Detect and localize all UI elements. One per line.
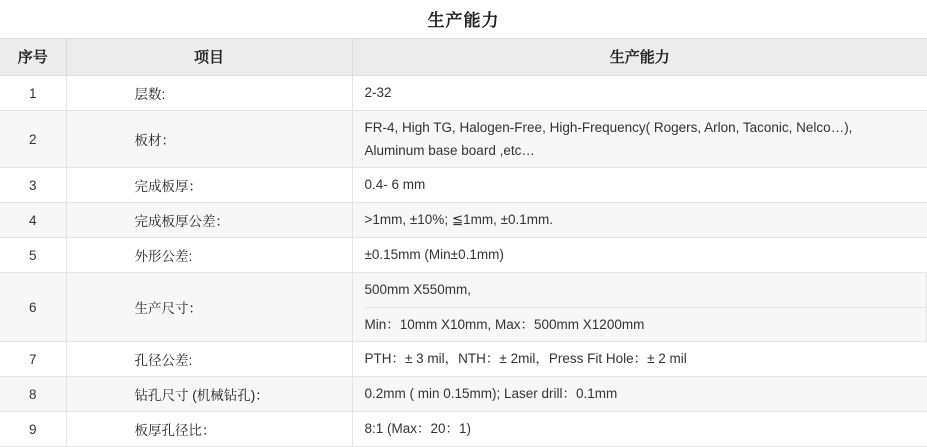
row-value <box>352 342 927 377</box>
value-line: >1mm, ±10%; ≦1mm, ±0.1mm. <box>365 210 927 230</box>
row-item: 板厚孔径比： <box>66 412 352 447</box>
table-row <box>0 168 927 203</box>
table-row <box>0 76 927 111</box>
table-row <box>0 203 927 238</box>
column-header-index: 序号 <box>0 39 66 76</box>
row-value <box>352 238 927 273</box>
row-index: 4 <box>0 203 66 238</box>
row-index: 5 <box>0 238 66 273</box>
row-item: 生产尺寸： <box>66 273 352 342</box>
value-line: Aluminum base board ,etc… <box>365 138 927 161</box>
production-capability-table <box>0 38 927 447</box>
value-sub-row <box>365 307 927 341</box>
row-item: 完成板厚公差： <box>66 203 352 238</box>
table-row <box>0 238 927 273</box>
row-value <box>352 377 927 412</box>
value-line: PTH：± 3 mil，NTH：± 2mil，Press Fit Hole：± 2 mil <box>365 349 927 369</box>
row-index: 1 <box>0 76 66 111</box>
row-value <box>352 168 927 203</box>
value-line: 8:1 (Max：20：1) <box>365 419 927 439</box>
value-line: 2-32 <box>365 83 927 103</box>
value-line: Min：10mm X10mm, Max：500mm X1200mm <box>365 307 927 341</box>
value-line: 0.2mm ( min 0.15mm); Laser drill：0.1mm <box>365 384 927 404</box>
value-line: FR-4, High TG, Halogen-Free, High-Frequency( Rogers, Arlon, Taconic, Nelco…), <box>365 118 927 138</box>
row-item: 层数: <box>66 76 352 111</box>
row-value <box>352 76 927 111</box>
page-title: 生产能力 <box>0 0 927 38</box>
table-row <box>0 342 927 377</box>
value-sub-row <box>365 273 927 307</box>
column-header-item: 项目 <box>66 39 352 76</box>
row-index: 7 <box>0 342 66 377</box>
row-index: 6 <box>0 273 66 342</box>
table-header-row <box>0 39 927 76</box>
row-item: 外形公差: <box>66 238 352 273</box>
row-index: 3 <box>0 168 66 203</box>
row-value <box>352 203 927 238</box>
row-item: 板材： <box>66 111 352 168</box>
value-sub-table <box>365 273 927 341</box>
row-item: 完成板厚： <box>66 168 352 203</box>
row-value <box>352 111 927 168</box>
row-index: 9 <box>0 412 66 447</box>
row-index: 2 <box>0 111 66 168</box>
row-item: 孔径公差: <box>66 342 352 377</box>
row-value <box>352 273 927 342</box>
value-line: 500mm X550mm, <box>365 273 927 307</box>
table-row <box>0 273 927 342</box>
table-row <box>0 111 927 168</box>
column-header-capability: 生产能力 <box>352 39 927 76</box>
row-item: 钻孔尺寸 (机械钻孔)： <box>66 377 352 412</box>
row-index: 8 <box>0 377 66 412</box>
row-value <box>352 412 927 447</box>
value-line: ±0.15mm (Min±0.1mm) <box>365 245 927 265</box>
value-line: 0.4- 6 mm <box>365 175 927 195</box>
table-row <box>0 377 927 412</box>
table-row <box>0 412 927 447</box>
